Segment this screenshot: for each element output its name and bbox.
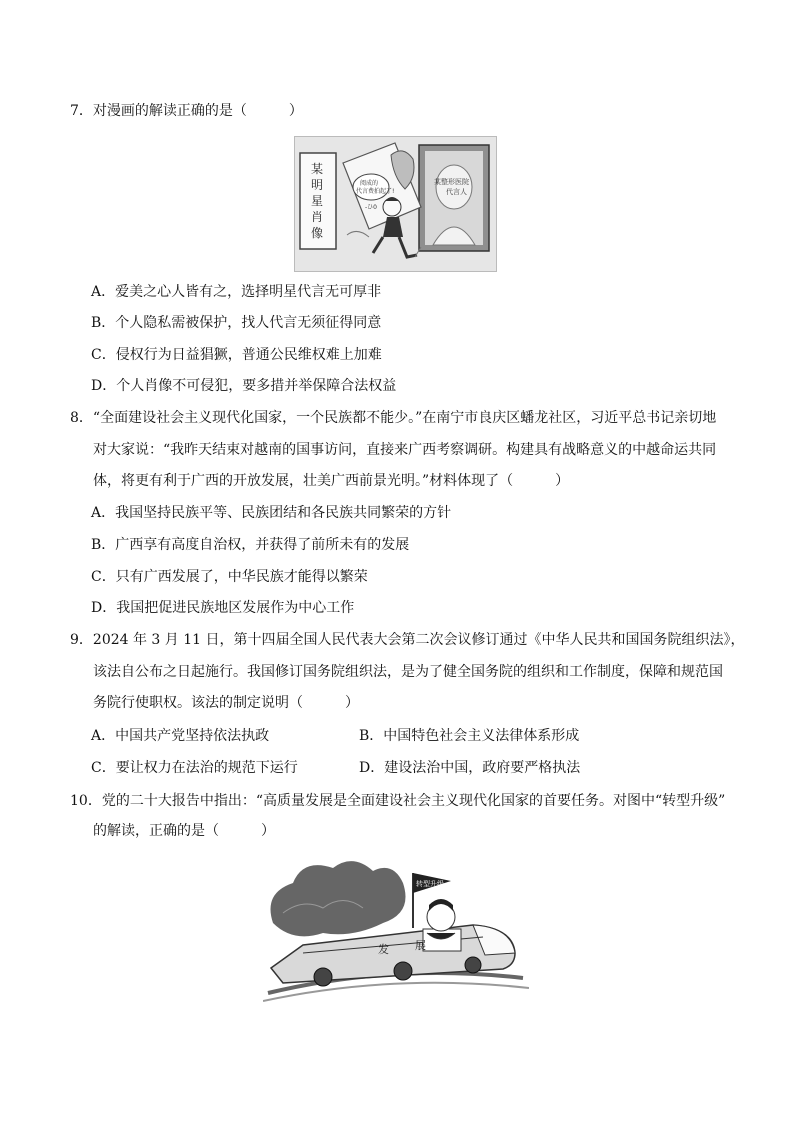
q7-cartoon: [294, 136, 497, 272]
q7-stem: 7．对漫画的解读正确的是（ ）: [70, 103, 303, 119]
q10-stem-line-1: 10．党的二十大报告中指出：“高质量发展是全面建设社会主义现代化国家的首要任务。对图中“转型升级”: [70, 793, 726, 809]
svg-text:代言人: 代言人: [446, 188, 467, 196]
q8-stem-line-3: 体，将更有利于广西的开放发展，壮美广西前景光明。”材料体现了（ ）: [93, 473, 570, 489]
q8-stem-line-1: 8．“全面建设社会主义现代化国家，一个民族都不能少。”在南宁市良庆区蟠龙社区，习近平总书记亲切地: [70, 410, 717, 426]
q7-option-a: A．爱美之心人皆有之，选择明星代言无可厚非: [91, 284, 382, 300]
q8-option-a: A．我国坚持民族平等、民族团结和各民族共同繁荣的方针: [91, 505, 452, 521]
q7-frame-label: 某整形医院: [434, 178, 469, 186]
q7-option-c: C．侵权行为日益猖獗，普通公民维权难上加难: [91, 347, 382, 363]
q8-option-d: D．我国把促进民族地区发展作为中心工作: [91, 600, 355, 616]
q7-option-b: B．个人隐私需被保护，找人代言无须征得同意: [91, 315, 382, 331]
q9-stem-line-1: 9．2024 年 3 月 11 日，第十四届全国人民代表大会第二次会议修订通过《中华人民共和国国务院组织法》，: [70, 632, 745, 648]
q9-stem-line-3: 务院行使职权。该法的制定说明（ ）: [93, 695, 359, 711]
svg-text:-ひ0: -ひ0: [365, 204, 377, 211]
q8-option-b: B．广西享有高度自治权，并获得了前所未有的发展: [91, 537, 410, 553]
q7-bubble: 阅成的: [360, 180, 379, 187]
q10-stem-line-2: 的解读，正确的是（ ）: [93, 823, 275, 839]
q10-car-text-1: 发: [378, 943, 389, 956]
q9-option-a: A．中国共产党坚持依法执政: [91, 728, 270, 744]
q8-option-c: C．只有广西发展了，中华民族才能得以繁荣: [91, 569, 368, 585]
q7-option-d: D．个人肖像不可侵犯，要多措并举保障合法权益: [91, 378, 397, 394]
q10-cartoon: [263, 853, 529, 1003]
q9-option-b: B．中国特色社会主义法律体系形成: [359, 728, 580, 744]
q10-flag: 转型升级: [416, 880, 444, 888]
q7-vertical-label: 某 明 星 肖 像: [311, 162, 324, 240]
q8-stem-line-2: 对大家说：“我昨天结束对越南的国事访问，直接来广西考察调研。构建具有战略意义的中越命运共同: [93, 442, 717, 458]
q9-option-d: D．建设法治中国，政府要严格执法: [359, 760, 581, 776]
q10-car-text-2: 展: [415, 939, 426, 952]
q9-stem-line-2: 该法自公布之日起施行。我国修订国务院组织法，是为了健全国务院的组织和工作制度，保障和规范国: [93, 664, 723, 680]
svg-text:代言费拍起了!: 代言费拍起了!: [356, 188, 395, 195]
q9-option-c: C．要让权力在法治的规范下运行: [91, 760, 298, 776]
